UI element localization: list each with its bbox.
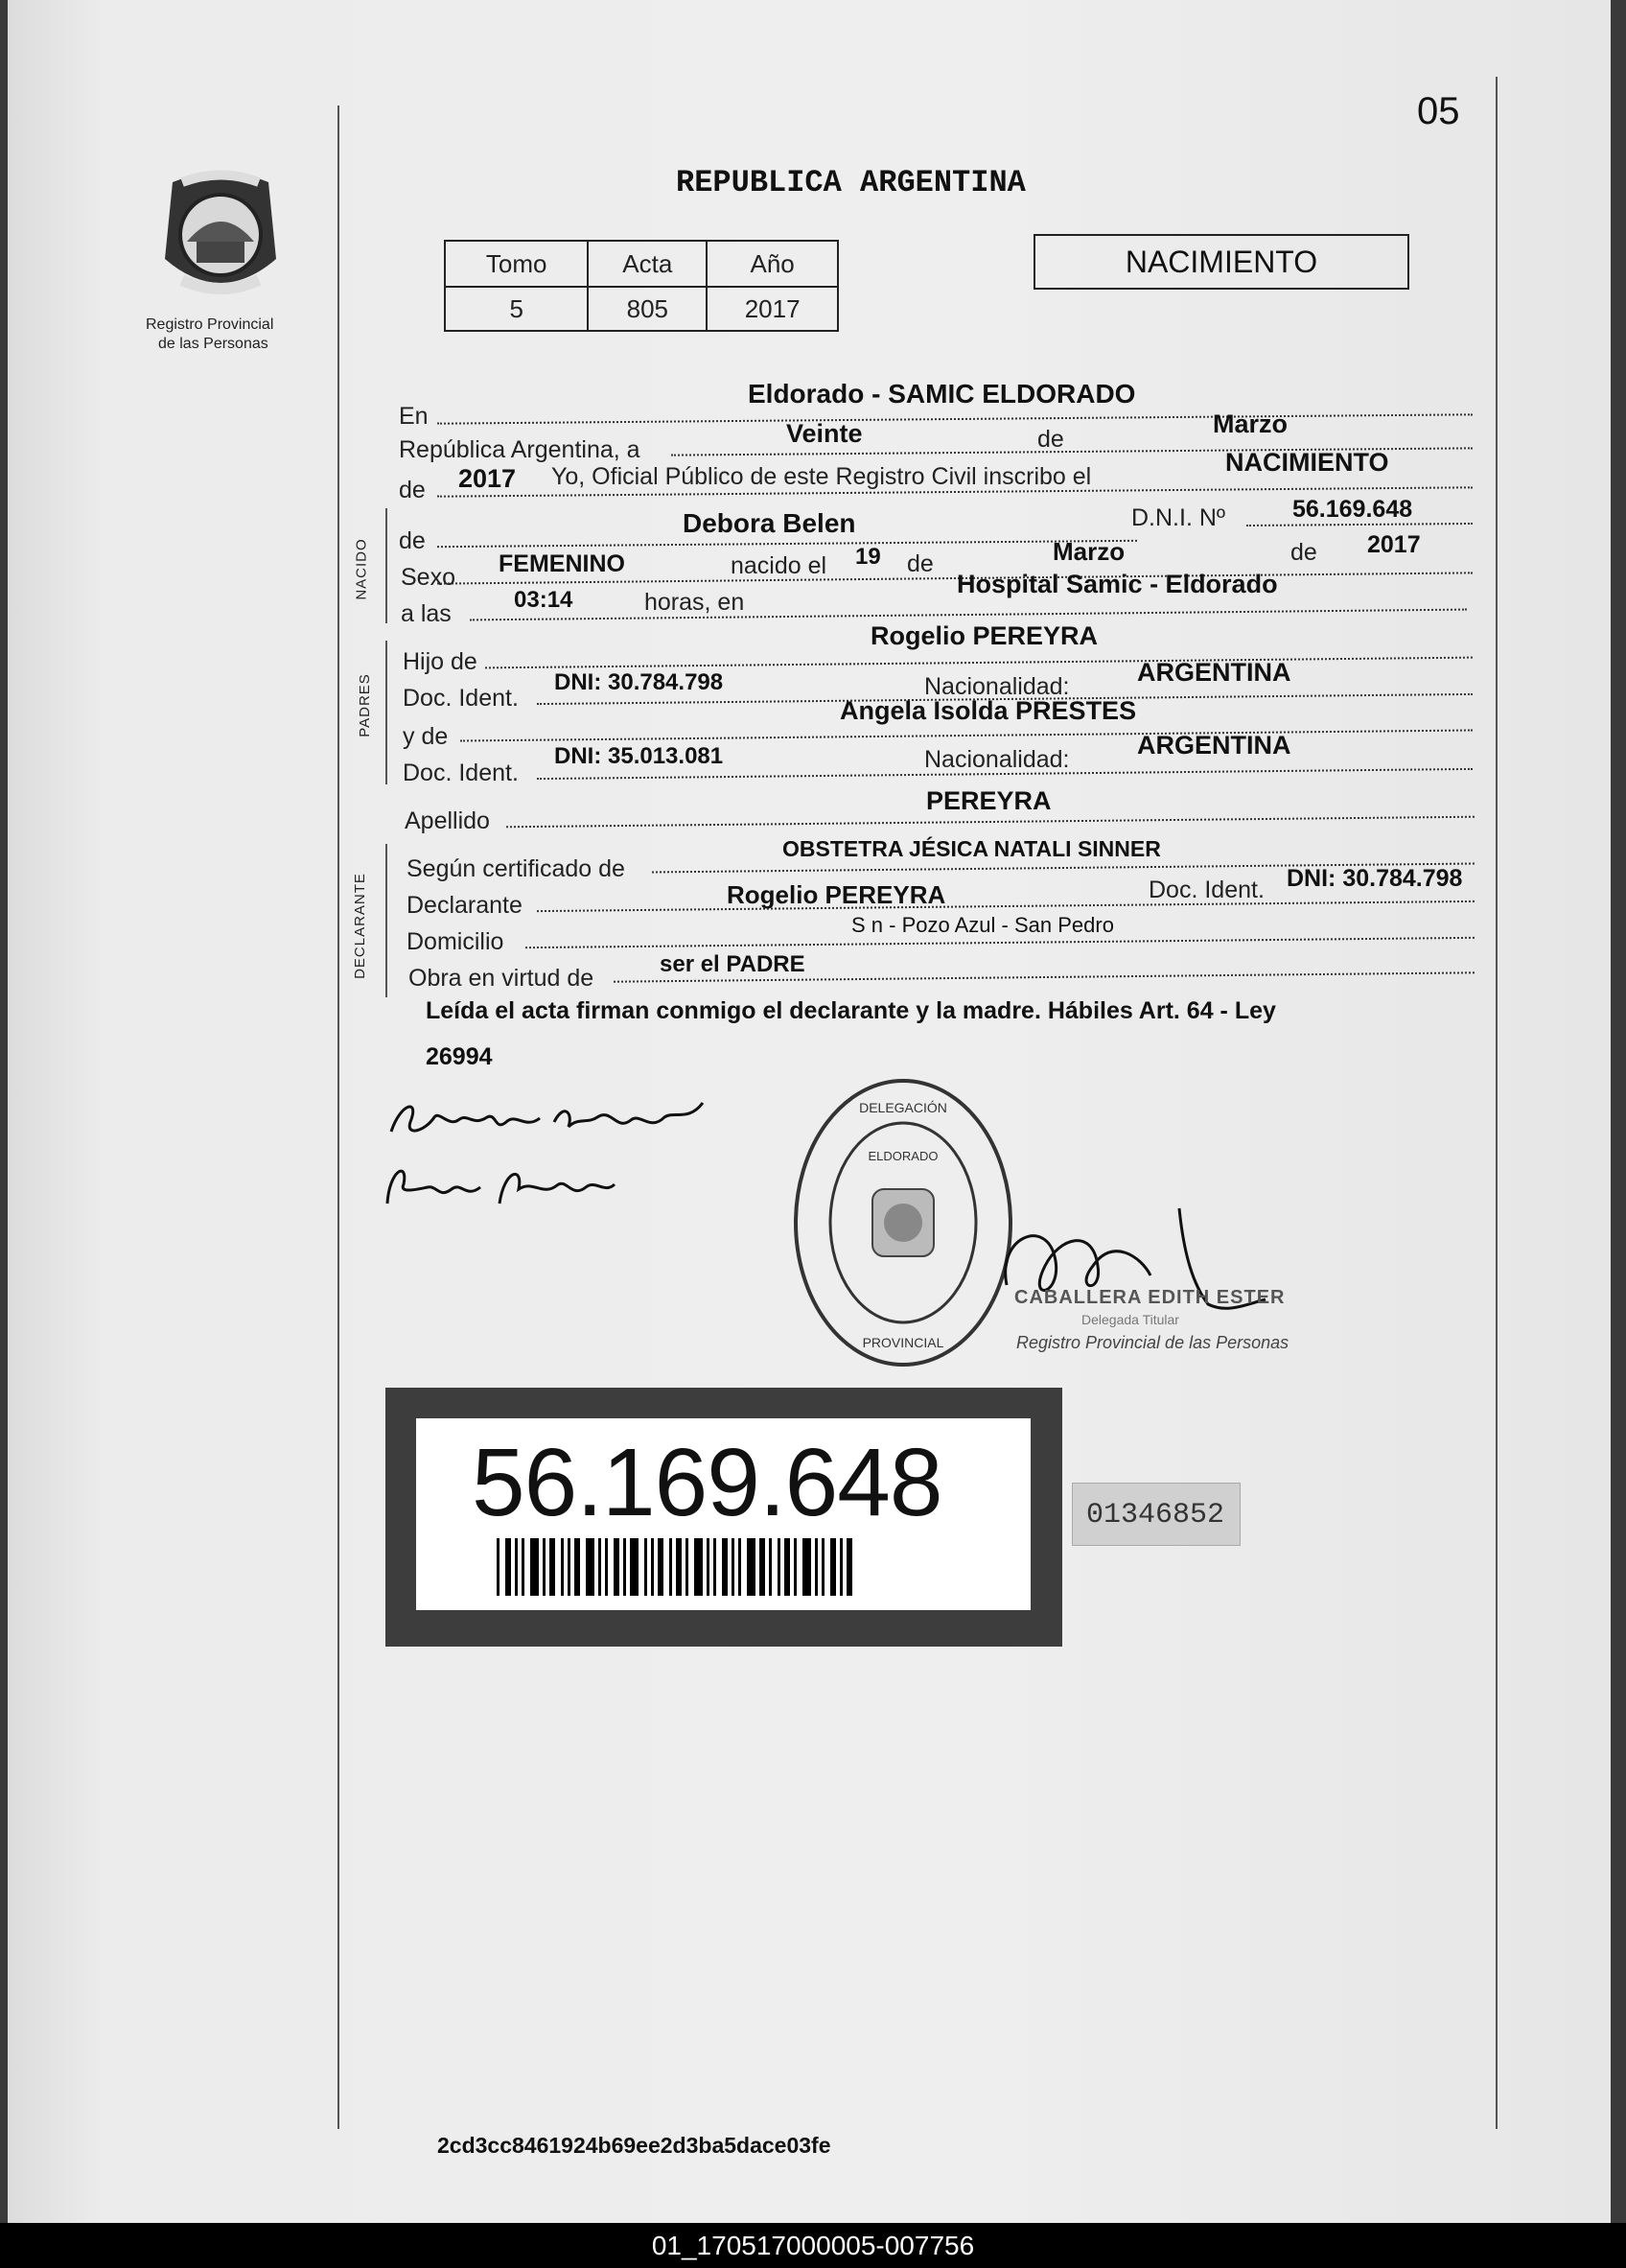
- value-apellido: PEREYRA: [926, 786, 1052, 815]
- side-label-padres: PADRES: [356, 673, 373, 737]
- barcode-bar: [561, 1538, 564, 1596]
- label-apellido: Apellido: [405, 807, 490, 834]
- value-nacido-mes: Marzo: [1053, 537, 1126, 566]
- barcode-bar: [505, 1538, 511, 1596]
- barcode-bar: [707, 1538, 709, 1596]
- act-type-box: [1034, 234, 1409, 290]
- label-nacionalidad-padre: Nacionalidad:: [924, 673, 1070, 700]
- barcode-bar: [530, 1538, 539, 1596]
- barcode-bar: [778, 1538, 780, 1596]
- table-value-acta: 805: [588, 287, 707, 331]
- document-hash: 2cd3cc8461924b69ee2d3ba5dace03fe: [437, 2133, 831, 2158]
- value-sexo: FEMENINO: [499, 550, 625, 577]
- barcode-bar: [759, 1538, 765, 1596]
- barcode-bar: [747, 1538, 755, 1596]
- barcode-bar: [497, 1538, 499, 1596]
- table-value-anio: 2017: [707, 287, 838, 331]
- value-hora: 03:14: [514, 587, 573, 613]
- table-header-tomo: Tomo: [445, 241, 588, 287]
- value-domicilio: S n - Pozo Azul - San Pedro: [851, 913, 1114, 937]
- value-lugar-inscripcion: Eldorado - SAMIC ELDORADO: [748, 379, 1136, 409]
- label-de-3: de: [399, 527, 426, 554]
- label-de-4: de: [907, 550, 934, 577]
- barcode-bar: [549, 1538, 555, 1596]
- value-dni: 56.169.648: [1292, 496, 1413, 523]
- registry-circular-stamp: [788, 1074, 1018, 1371]
- value-padre-nacionalidad: ARGENTINA: [1137, 658, 1291, 687]
- barcode-bar: [669, 1538, 672, 1596]
- document-title: REPUBLICA ARGENTINA: [676, 165, 1026, 200]
- barcode-bar: [822, 1538, 825, 1596]
- barcode-bar: [623, 1538, 626, 1596]
- official-stamp-line3: Registro Provincial de las Personas: [1016, 1333, 1289, 1352]
- barcode-bar: [847, 1538, 852, 1596]
- value-inscribo: NACIMIENTO: [1225, 448, 1389, 477]
- barcode-bar: [630, 1538, 639, 1596]
- label-domicilio: Domicilio: [406, 928, 504, 955]
- value-declarante: Rogelio PEREYRA: [727, 880, 946, 909]
- value-nacido-anio: 2017: [1367, 531, 1421, 558]
- serial-number: 01346852: [1086, 1499, 1225, 1531]
- label-dni: D.N.I. Nº: [1131, 504, 1226, 531]
- barcode-bar: [658, 1538, 663, 1596]
- svg-text:ELDORADO: ELDORADO: [868, 1149, 939, 1163]
- barcode-bar: [694, 1538, 703, 1596]
- table-header-anio: Año: [707, 241, 838, 287]
- label-nacido-el: nacido el: [731, 552, 827, 579]
- act-reference-table: [444, 240, 839, 332]
- barcode-bar: [830, 1538, 836, 1596]
- value-madre-doc: DNI: 35.013.081: [554, 743, 724, 769]
- label-doc-ident-padre: Doc. Ident.: [403, 685, 519, 712]
- barcode-bar: [644, 1538, 647, 1596]
- barcode-bar: [568, 1538, 570, 1596]
- value-madre: Angela Isolda PRESTES: [840, 696, 1137, 725]
- barcode-bar: [515, 1538, 518, 1596]
- closing-statement-line2: 26994: [426, 1043, 493, 1070]
- official-stamp-line2: Delegada Titular: [1081, 1312, 1179, 1327]
- value-anio: 2017: [458, 464, 517, 493]
- label-en: En: [399, 403, 429, 430]
- barcode-bar: [651, 1538, 654, 1596]
- table-header-acta: Acta: [588, 241, 707, 287]
- value-dia: Veinte: [786, 419, 863, 448]
- label-doc-ident-declarante: Doc. Ident.: [1149, 877, 1265, 903]
- label-nacionalidad-madre: Nacionalidad:: [924, 746, 1070, 773]
- barcode-bar: [676, 1538, 682, 1596]
- value-padre: Rogelio PEREYRA: [871, 621, 1099, 650]
- barcode-bar: [543, 1538, 546, 1596]
- closing-statement-line1: Leída el acta firman conmigo el declarante y la madre. Hábiles Art. 64 - Ley: [426, 997, 1276, 1024]
- serial-label: [1072, 1483, 1241, 1546]
- act-type-label: NACIMIENTO: [1125, 245, 1318, 279]
- table-value-tomo: 5: [445, 287, 588, 331]
- label-doc-ident-madre: Doc. Ident.: [403, 760, 519, 786]
- left-margin-rule: [337, 105, 339, 2129]
- barcode-bar: [802, 1538, 811, 1596]
- barcode-bar: [738, 1538, 741, 1596]
- barcode-bar: [522, 1538, 524, 1596]
- label-de-2: de: [399, 477, 426, 503]
- signature-declarante: [382, 1084, 708, 1151]
- barcode-bar: [722, 1538, 728, 1596]
- label-sexo: Sexo: [401, 564, 455, 591]
- barcode-bar: [815, 1538, 818, 1596]
- footer-bar: [0, 2223, 1626, 2268]
- logo-caption-line1: Registro Provincial: [146, 316, 274, 333]
- label-declarante: Declarante: [406, 892, 523, 919]
- dni-barcode-sticker: [385, 1388, 1062, 1647]
- value-obra-en-virtud: ser el PADRE: [660, 951, 805, 977]
- right-margin-rule: [1496, 77, 1498, 2129]
- label-y-de: y de: [403, 723, 449, 750]
- label-horas-en: horas, en: [644, 589, 745, 616]
- logo-caption-line2: de las Personas: [158, 336, 268, 352]
- label-obra-en-virtud: Obra en virtud de: [408, 965, 594, 992]
- label-a-las: a las: [401, 600, 452, 627]
- barcode-bar: [840, 1538, 843, 1596]
- barcode-bar: [598, 1538, 601, 1596]
- barcode-bar: [685, 1538, 688, 1596]
- side-label-nacido: NACIDO: [353, 538, 370, 600]
- barcode-bar: [586, 1538, 594, 1596]
- value-madre-nacionalidad: ARGENTINA: [1137, 731, 1291, 760]
- page-number: 05: [1417, 90, 1460, 132]
- label-republica: República Argentina, a: [399, 436, 640, 463]
- barcode-bar: [614, 1538, 619, 1596]
- barcode-bar: [732, 1538, 734, 1596]
- text-oficial-publico: Yo, Oficial Público de este Registro Civil inscribo el: [551, 463, 1092, 490]
- value-mes: Marzo: [1213, 409, 1289, 438]
- svg-text:PROVINCIAL: PROVINCIAL: [862, 1335, 944, 1350]
- label-de-5: de: [1290, 539, 1317, 566]
- dni-number-label: 56.169.648: [472, 1429, 942, 1536]
- barcode-bars: [497, 1538, 899, 1596]
- label-segun-certificado: Según certificado de: [406, 855, 625, 882]
- value-segun-certificado: OBSTETRA JÉSICA NATALI SINNER: [782, 836, 1161, 861]
- svg-text:DELEGACIÓN: DELEGACIÓN: [859, 1100, 947, 1115]
- value-nombre: Debora Belen: [683, 508, 856, 538]
- province-seal-logo: [153, 163, 288, 307]
- barcode-bar: [605, 1538, 608, 1596]
- barcode-bar: [784, 1538, 790, 1596]
- value-declarante-doc: DNI: 30.784.798: [1287, 865, 1463, 892]
- barcode-bar: [769, 1538, 772, 1596]
- value-padre-doc: DNI: 30.784.798: [554, 669, 724, 695]
- value-lugar-nacimiento: Hospital Samic - Eldorado: [957, 570, 1278, 598]
- barcode-bar: [794, 1538, 797, 1596]
- barcode-bar: [574, 1538, 580, 1596]
- value-nacido-dia: 19: [855, 544, 881, 570]
- barcode-bar: [713, 1538, 716, 1596]
- label-hijo-de: Hijo de: [403, 648, 477, 675]
- label-de-1: de: [1037, 426, 1064, 453]
- signature-madre: [380, 1151, 619, 1218]
- official-stamp-line1: CABALLERA EDITH ESTER: [1014, 1287, 1286, 1308]
- side-label-declarante: DECLARANTE: [351, 873, 368, 979]
- footer-id: 01_170517000005-007756: [651, 2231, 975, 2260]
